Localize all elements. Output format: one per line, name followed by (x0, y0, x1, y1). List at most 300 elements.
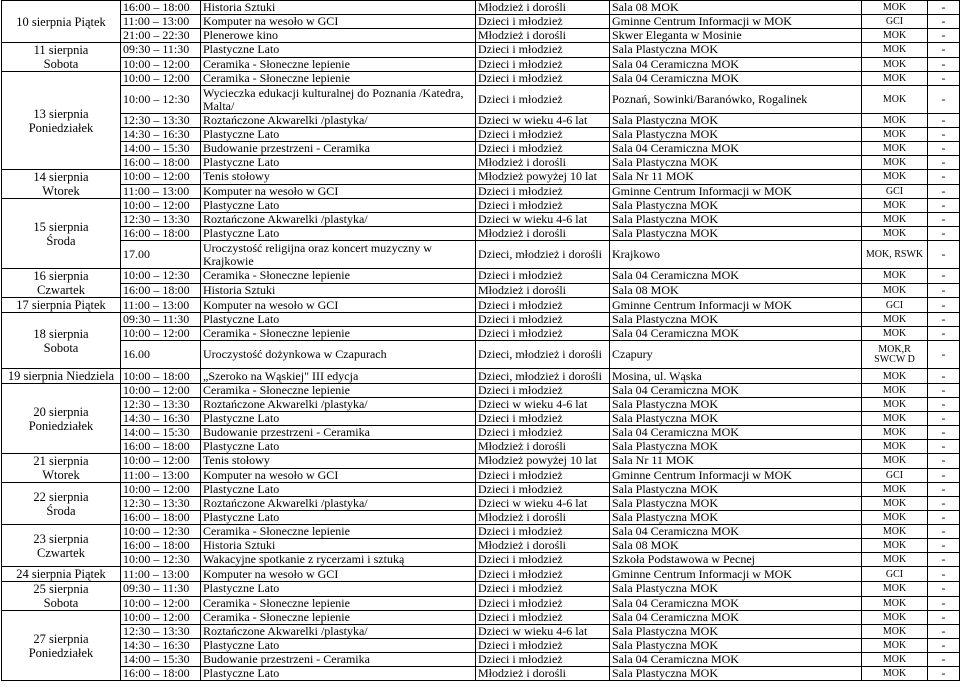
place-cell: Sala 04 Ceramiczna MOK (610, 653, 862, 667)
audience-cell: Młodzież i dorośli (476, 667, 610, 681)
time-cell: 16.00 (121, 341, 201, 369)
day-cell (2, 384, 121, 454)
time-cell: 14:30 – 16:30 (121, 639, 201, 653)
day-label: 19 sierpnia Niedziela (7, 369, 115, 383)
table-row (2, 341, 960, 369)
time-cell: 14:00 – 15:30 (121, 426, 201, 440)
organizer-cell: MOK (862, 653, 928, 667)
fee-cell: - (928, 283, 960, 298)
organizer-cell: MOK (862, 128, 928, 142)
event-cell: Ceramika - Słoneczne lepienie (201, 72, 476, 86)
time-cell: 12:30 – 13:30 (121, 497, 201, 511)
event-cell: Uroczystość religijna oraz koncert muzyczny w Krajkowie (201, 241, 476, 269)
organizer-cell: MOK (862, 142, 928, 156)
table-row (2, 653, 960, 667)
table-row (2, 184, 960, 199)
place-cell: Gminne Centrum Informacji w MOK (610, 298, 862, 313)
day-cell (2, 454, 121, 483)
fee-cell: - (928, 639, 960, 653)
fee-cell: - (928, 611, 960, 625)
day-cell (2, 199, 121, 269)
day-label: Sobota (43, 57, 79, 71)
audience-cell: Dzieci i młodzież (476, 553, 610, 567)
day-label: 14 sierpnia (33, 170, 89, 184)
day-label: Środa (46, 233, 76, 248)
day-cell (2, 269, 121, 298)
audience-cell: Dzieci i młodzież (476, 384, 610, 398)
event-cell: Plastyczne Lato (201, 582, 476, 597)
organizer-cell: MOK (862, 398, 928, 412)
audience-cell: Dzieci w wieku 4-6 lat (476, 497, 610, 511)
fee-cell: - (928, 582, 960, 597)
event-cell: Roztańczone Akwarelki /plastyka/ (201, 213, 476, 227)
event-cell: Plastyczne Lato (201, 156, 476, 170)
fee-cell: - (928, 369, 960, 384)
day-label: 16 sierpnia (33, 269, 89, 283)
audience-cell: Dzieci i młodzież (476, 57, 610, 72)
organizer-cell: MOK (862, 454, 928, 469)
place-cell: Gminne Centrum Informacji w MOK (610, 15, 862, 29)
audience-cell: Młodzież i dorośli (476, 511, 610, 525)
day-label: Poniedziałek (28, 418, 94, 433)
day-cell (2, 72, 121, 170)
fee-cell: - (928, 72, 960, 86)
table-row (2, 639, 960, 653)
day-cell (2, 582, 121, 611)
organizer-cell: MOK (862, 227, 928, 241)
audience-cell: Młodzież i dorośli (476, 1, 610, 15)
place-cell: Sala Plastyczna MOK (610, 667, 862, 681)
fee-cell: - (928, 553, 960, 567)
time-cell: 12:30 – 13:30 (121, 398, 201, 412)
table-row (2, 170, 960, 185)
fee-cell: - (928, 398, 960, 412)
organizer-cell: GCI (862, 567, 928, 582)
event-cell: Plastyczne Lato (201, 227, 476, 241)
audience-cell: Dzieci i młodzież (476, 412, 610, 426)
place-cell: Sala 04 Ceramiczna MOK (610, 57, 862, 72)
place-cell: Sala Nr 11 MOK (610, 454, 862, 469)
audience-cell: Dzieci i młodzież (476, 86, 610, 114)
organizer-cell: MOK (862, 667, 928, 681)
day-label: 24 sierpnia Piątek (16, 567, 106, 581)
time-cell: 12:30 – 13:30 (121, 213, 201, 227)
day-label: Sobota (43, 340, 79, 355)
organizer-cell: MOK (862, 412, 928, 426)
day-label: 21 sierpnia (33, 454, 89, 468)
table-row (2, 128, 960, 142)
event-cell: Plastyczne Lato (201, 412, 476, 426)
time-cell: 10:00 – 12:00 (121, 596, 201, 611)
day-label: 17 sierpnia Piątek (16, 298, 106, 312)
place-cell: Gminne Centrum Informacji w MOK (610, 567, 862, 582)
fee-cell: - (928, 213, 960, 227)
time-cell: 16:00 – 18:00 (121, 156, 201, 170)
time-cell: 12:30 – 13:30 (121, 114, 201, 128)
organizer-cell: MOK (862, 114, 928, 128)
day-cell (2, 369, 121, 384)
place-cell: Sala 08 MOK (610, 283, 862, 298)
place-cell: Sala Plastyczna MOK (610, 227, 862, 241)
event-cell: Plastyczne Lato (201, 483, 476, 497)
day-label: 27 sierpnia (33, 631, 89, 646)
organizer-cell: MOK (862, 539, 928, 553)
organizer-cell: MOK (862, 369, 928, 384)
day-cell (2, 483, 121, 525)
audience-cell: Dzieci i młodzież (476, 327, 610, 341)
fee-cell: - (928, 567, 960, 582)
place-cell: Gminne Centrum Informacji w MOK (610, 468, 862, 483)
fee-cell: - (928, 440, 960, 454)
place-cell: Sala Plastyczna MOK (610, 43, 862, 58)
fee-cell: - (928, 227, 960, 241)
day-cell (2, 1, 121, 43)
audience-cell: Dzieci i młodzież (476, 298, 610, 313)
table-row (2, 454, 960, 469)
place-cell: Sala 08 MOK (610, 1, 862, 15)
organizer-cell: GCI (862, 15, 928, 29)
time-cell: 14:30 – 16:30 (121, 128, 201, 142)
fee-cell: - (928, 412, 960, 426)
time-cell: 11:00 – 13:00 (121, 15, 201, 29)
fee-cell: - (928, 199, 960, 213)
table-row (2, 199, 960, 213)
organizer-cell: GCI (862, 468, 928, 483)
table-row (2, 440, 960, 454)
organizer-cell: MOK (862, 170, 928, 185)
event-cell: Komputer na wesoło w GCI (201, 15, 476, 29)
time-cell: 16:00 – 18:00 (121, 667, 201, 681)
fee-cell: - (928, 29, 960, 43)
table-row (2, 511, 960, 525)
day-label: Czwartek (37, 283, 85, 297)
time-cell: 10:00 – 12:30 (121, 269, 201, 284)
fee-cell: - (928, 1, 960, 15)
table-row (2, 156, 960, 170)
event-cell: Ceramika - Słoneczne lepienie (201, 57, 476, 72)
time-cell: 17.00 (121, 241, 201, 269)
fee-cell: - (928, 625, 960, 639)
time-cell: 12:30 – 13:30 (121, 625, 201, 639)
organizer-cell: MOK (862, 199, 928, 213)
audience-cell: Dzieci w wieku 4-6 lat (476, 213, 610, 227)
organizer-cell: MOK (862, 313, 928, 327)
table-row (2, 398, 960, 412)
table-row (2, 213, 960, 227)
day-label: Czwartek (37, 545, 85, 560)
place-cell: Skwer Eleganta w Mosinie (610, 29, 862, 43)
place-cell: Sala 04 Ceramiczna MOK (610, 269, 862, 284)
fee-cell: - (928, 156, 960, 170)
audience-cell: Dzieci i młodzież (476, 43, 610, 58)
table-row (2, 114, 960, 128)
audience-cell: Dzieci i młodzież (476, 72, 610, 86)
audience-cell: Młodzież i dorośli (476, 283, 610, 298)
table-row (2, 596, 960, 611)
table-row (2, 468, 960, 483)
place-cell: Sala Plastyczna MOK (610, 582, 862, 597)
table-row (2, 426, 960, 440)
audience-cell: Młodzież powyżej 10 lat (476, 454, 610, 469)
day-label: 25 sierpnia (33, 582, 89, 596)
place-cell: Sala Nr 11 MOK (610, 170, 862, 185)
event-cell: Roztańczone Akwarelki /plastyka/ (201, 497, 476, 511)
time-cell: 16:00 – 18:00 (121, 1, 201, 15)
event-cell: Plastyczne Lato (201, 639, 476, 653)
organizer-cell: MOK (862, 511, 928, 525)
table-row (2, 43, 960, 58)
audience-cell: Dzieci i młodzież (476, 269, 610, 284)
audience-cell: Dzieci i młodzież (476, 426, 610, 440)
audience-cell: Dzieci w wieku 4-6 lat (476, 625, 610, 639)
organizer-cell: MOK (862, 43, 928, 58)
time-cell: 11:00 – 13:00 (121, 298, 201, 313)
audience-cell: Młodzież powyżej 10 lat (476, 170, 610, 185)
day-label: 18 sierpnia (33, 326, 89, 341)
time-cell: 10:00 – 12:30 (121, 553, 201, 567)
place-cell: Sala Plastyczna MOK (610, 213, 862, 227)
fee-cell: - (928, 298, 960, 313)
organizer-cell: MOK (862, 86, 928, 114)
organizer-cell: MOK (862, 213, 928, 227)
organizer-cell: MOK (862, 611, 928, 625)
event-cell: Komputer na wesoło w GCI (201, 184, 476, 199)
event-cell: Historia Sztuki (201, 1, 476, 15)
place-cell: Sala Plastyczna MOK (610, 639, 862, 653)
table-row (2, 269, 960, 284)
place-cell: Sala Plastyczna MOK (610, 440, 862, 454)
organizer-cell: MOK (862, 269, 928, 284)
place-cell: Sala 04 Ceramiczna MOK (610, 384, 862, 398)
audience-cell: Dzieci w wieku 4-6 lat (476, 398, 610, 412)
fee-cell: - (928, 426, 960, 440)
place-cell: Mosina, ul. Wąska (610, 369, 862, 384)
event-cell: Plastyczne Lato (201, 313, 476, 327)
event-cell: Historia Sztuki (201, 283, 476, 298)
audience-cell: Dzieci i młodzież (476, 567, 610, 582)
table-row (2, 298, 960, 313)
day-label: 22 sierpnia (33, 489, 89, 504)
organizer-cell: MOK (862, 426, 928, 440)
place-cell: Sala 04 Ceramiczna MOK (610, 426, 862, 440)
place-cell: Sala Plastyczna MOK (610, 156, 862, 170)
schedule-table (1, 0, 960, 681)
day-cell (2, 525, 121, 567)
audience-cell: Młodzież i dorośli (476, 156, 610, 170)
day-label: Sobota (43, 596, 79, 610)
time-cell: 16:00 – 18:00 (121, 440, 201, 454)
audience-cell: Dzieci i młodzież (476, 611, 610, 625)
place-cell: Sala Plastyczna MOK (610, 313, 862, 327)
place-cell: Sala 04 Ceramiczna MOK (610, 525, 862, 539)
organizer-cell: GCI (862, 184, 928, 199)
place-cell: Sala Plastyczna MOK (610, 511, 862, 525)
event-cell: Budowanie przestrzeni - Ceramika (201, 142, 476, 156)
audience-cell: Dzieci w wieku 4-6 lat (476, 114, 610, 128)
fee-cell: - (928, 170, 960, 185)
audience-cell: Dzieci i młodzież (476, 142, 610, 156)
time-cell: 10:00 – 12:00 (121, 483, 201, 497)
time-cell: 10:00 – 12:00 (121, 454, 201, 469)
organizer-cell: MOK, RSWK (862, 241, 928, 269)
table-row (2, 611, 960, 625)
event-cell: Roztańczone Akwarelki /plastyka/ (201, 398, 476, 412)
place-cell: Sala 08 MOK (610, 539, 862, 553)
fee-cell: - (928, 525, 960, 539)
event-cell: Plastyczne Lato (201, 511, 476, 525)
audience-cell: Dzieci i młodzież (476, 313, 610, 327)
place-cell: Sala Plastyczna MOK (610, 199, 862, 213)
table-row (2, 483, 960, 497)
table-row (2, 582, 960, 597)
day-cell (2, 43, 121, 72)
place-cell: Sala Plastyczna MOK (610, 497, 862, 511)
event-cell: Ceramika - Słoneczne lepienie (201, 384, 476, 398)
time-cell: 16:00 – 18:00 (121, 227, 201, 241)
fee-cell: - (928, 114, 960, 128)
fee-cell: - (928, 15, 960, 29)
time-cell: 10:00 – 12:00 (121, 57, 201, 72)
table-row (2, 142, 960, 156)
fee-cell: - (928, 128, 960, 142)
place-cell: Gminne Centrum Informacji w MOK (610, 184, 862, 199)
event-cell: Uroczystość dożynkowa w Czapurach (201, 341, 476, 369)
table-row (2, 327, 960, 341)
fee-cell: - (928, 653, 960, 667)
table-row (2, 86, 960, 114)
event-cell: Plastyczne Lato (201, 440, 476, 454)
audience-cell: Młodzież i dorośli (476, 227, 610, 241)
organizer-cell: MOK (862, 72, 928, 86)
place-cell: Sala Plastyczna MOK (610, 625, 862, 639)
event-cell: Plastyczne Lato (201, 43, 476, 58)
place-cell: Szkoła Podstawowa w Pecnej (610, 553, 862, 567)
audience-cell: Młodzież i dorośli (476, 440, 610, 454)
time-cell: 09:30 – 11:30 (121, 43, 201, 58)
organizer-cell: MOK (862, 384, 928, 398)
table-row (2, 384, 960, 398)
audience-cell: Dzieci i młodzież (476, 199, 610, 213)
event-cell: Tenis stołowy (201, 454, 476, 469)
fee-cell: - (928, 596, 960, 611)
day-label: Wtorek (42, 468, 80, 482)
place-cell: Sala Plastyczna MOK (610, 412, 862, 426)
time-cell: 10:00 – 12:00 (121, 327, 201, 341)
table-row (2, 412, 960, 426)
event-cell: Komputer na wesoło w GCI (201, 298, 476, 313)
fee-cell: - (928, 241, 960, 269)
organizer-cell: MOK (862, 483, 928, 497)
time-cell: 10:00 – 12:00 (121, 72, 201, 86)
organizer-cell: MOK (862, 57, 928, 72)
fee-cell: - (928, 313, 960, 327)
organizer-cell: GCI (862, 298, 928, 313)
day-label: Poniedziałek (28, 645, 94, 660)
event-cell: Wakacyjne spotkanie z rycerzami i sztuką (201, 553, 476, 567)
event-cell: Komputer na wesoło w GCI (201, 567, 476, 582)
table-row (2, 497, 960, 511)
day-label: Poniedziałek (28, 120, 94, 135)
place-cell: Sala Plastyczna MOK (610, 483, 862, 497)
organizer-cell: MOK (862, 625, 928, 639)
organizer-cell: MOK (862, 553, 928, 567)
time-cell: 10:00 – 12:00 (121, 384, 201, 398)
time-cell: 16:00 – 18:00 (121, 283, 201, 298)
fee-cell: - (928, 327, 960, 341)
day-label: 10 sierpnia Piątek (16, 14, 106, 29)
place-cell: Sala 04 Ceramiczna MOK (610, 596, 862, 611)
organizer-cell: MOK (862, 156, 928, 170)
day-label: Środa (46, 503, 76, 518)
table-row (2, 369, 960, 384)
organizer-cell: MOK (862, 596, 928, 611)
time-cell: 10:00 – 12:00 (121, 611, 201, 625)
day-label: 11 sierpnia (33, 43, 89, 57)
schedule-body (2, 1, 960, 681)
place-cell: Sala 04 Ceramiczna MOK (610, 611, 862, 625)
event-cell: Plastyczne Lato (201, 199, 476, 213)
time-cell: 10:00 – 12:30 (121, 86, 201, 114)
day-label: Wtorek (42, 184, 80, 198)
fee-cell: - (928, 86, 960, 114)
table-row (2, 667, 960, 681)
place-cell: Sala 04 Ceramiczna MOK (610, 142, 862, 156)
table-row (2, 567, 960, 582)
fee-cell: - (928, 454, 960, 469)
event-cell: Ceramika - Słoneczne lepienie (201, 327, 476, 341)
fee-cell: - (928, 468, 960, 483)
day-cell (2, 611, 121, 681)
table-row (2, 72, 960, 86)
organizer-cell: MOK (862, 525, 928, 539)
organizer-cell: MOK,R SWCW D (862, 341, 928, 369)
event-cell: Wycieczka edukacji kulturalnej do Poznania /Katedra, Malta/ (201, 86, 476, 114)
audience-cell: Młodzież i dorośli (476, 29, 610, 43)
audience-cell: Dzieci, młodzież i dorośli (476, 341, 610, 369)
organizer-cell: MOK (862, 497, 928, 511)
fee-cell: - (928, 142, 960, 156)
fee-cell: - (928, 269, 960, 284)
day-label: 23 sierpnia (33, 531, 89, 546)
event-cell: Ceramika - Słoneczne lepienie (201, 611, 476, 625)
table-row (2, 15, 960, 29)
event-cell: Plastyczne Lato (201, 667, 476, 681)
event-cell: Budowanie przestrzeni - Ceramika (201, 653, 476, 667)
fee-cell: - (928, 483, 960, 497)
table-row (2, 625, 960, 639)
event-cell: Plastyczne Lato (201, 128, 476, 142)
audience-cell: Dzieci i młodzież (476, 582, 610, 597)
time-cell: 10:00 – 18:00 (121, 369, 201, 384)
place-cell: Sala Plastyczna MOK (610, 128, 862, 142)
audience-cell: Dzieci i młodzież (476, 184, 610, 199)
organizer-cell: MOK (862, 639, 928, 653)
event-cell: Plenerowe kino (201, 29, 476, 43)
event-cell: Roztańczone Akwarelki /plastyka/ (201, 625, 476, 639)
time-cell: 14:00 – 15:30 (121, 142, 201, 156)
time-cell: 11:00 – 13:00 (121, 468, 201, 483)
place-cell: Sala 04 Ceramiczna MOK (610, 327, 862, 341)
audience-cell: Dzieci, młodzież i dorośli (476, 241, 610, 269)
table-row (2, 1, 960, 15)
fee-cell: - (928, 184, 960, 199)
time-cell: 09:30 – 11:30 (121, 313, 201, 327)
event-cell: Tenis stołowy (201, 170, 476, 185)
organizer-cell: MOK (862, 327, 928, 341)
table-row (2, 241, 960, 269)
audience-cell: Dzieci, młodzież i dorośli (476, 369, 610, 384)
time-cell: 14:00 – 15:30 (121, 653, 201, 667)
